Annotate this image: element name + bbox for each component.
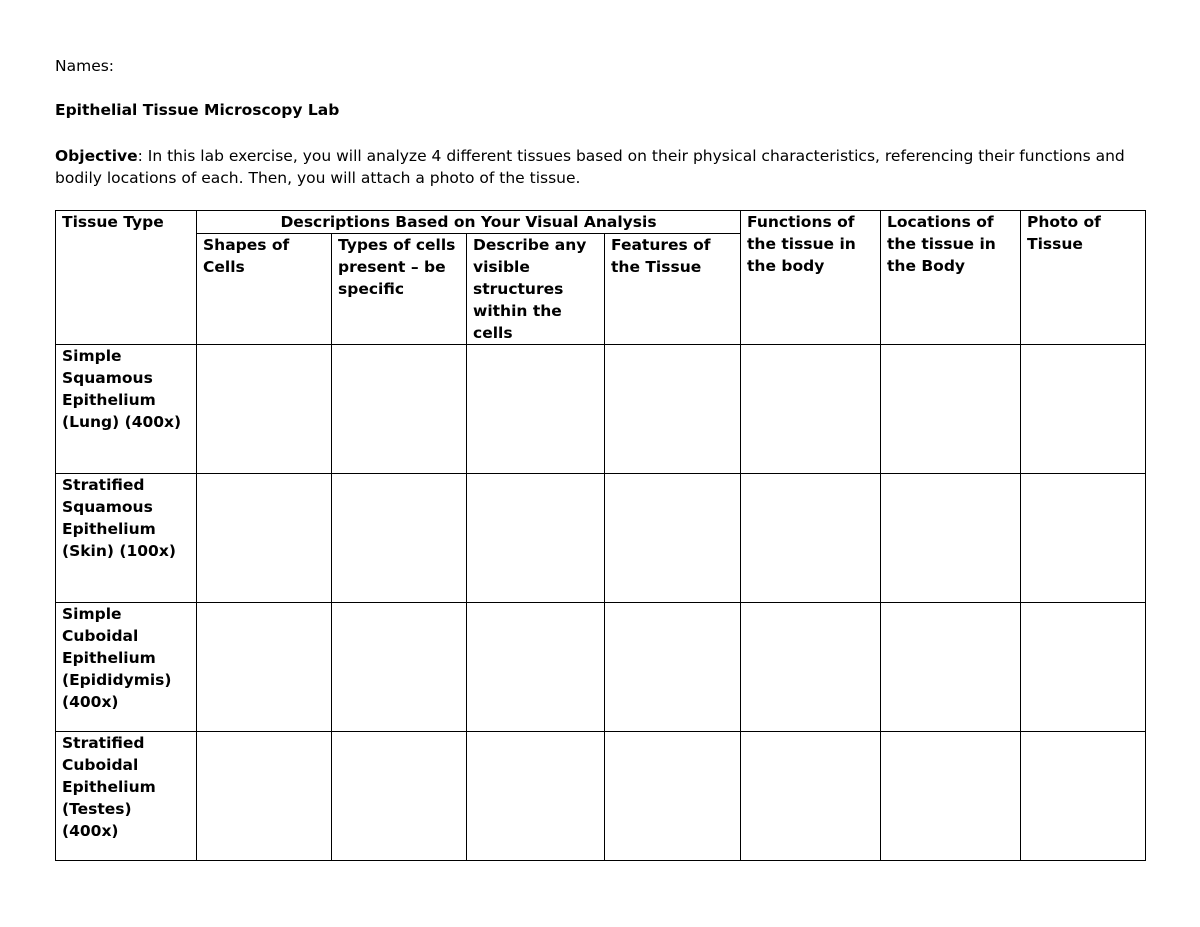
- answer-cell[interactable]: [881, 603, 1021, 732]
- answer-cell[interactable]: [197, 345, 332, 474]
- header-locations: Locations of the tissue in the Body: [881, 211, 1021, 345]
- answer-cell[interactable]: [1021, 732, 1146, 861]
- table-row: [56, 474, 1146, 603]
- answer-cell[interactable]: [332, 732, 467, 861]
- table-row: [56, 732, 1146, 861]
- answer-cell[interactable]: [332, 345, 467, 474]
- answer-cell[interactable]: [467, 732, 605, 861]
- header-photo: Photo of Tissue: [1021, 211, 1146, 345]
- answer-cell[interactable]: [881, 732, 1021, 861]
- header-tissue-type: Tissue Type: [56, 211, 197, 345]
- answer-cell[interactable]: [1021, 603, 1146, 732]
- objective-label: Objective: [55, 147, 138, 165]
- tissue-name-cell: Simple Cuboidal Epithelium (Epididymis) (400x): [56, 603, 197, 732]
- answer-cell[interactable]: [1021, 345, 1146, 474]
- answer-cell[interactable]: [332, 474, 467, 603]
- answer-cell[interactable]: [1021, 474, 1146, 603]
- tissue-name-cell: Simple Squamous Epithelium (Lung) (400x): [56, 345, 197, 474]
- document-title: Epithelial Tissue Microscopy Lab: [55, 101, 340, 119]
- answer-cell[interactable]: [197, 603, 332, 732]
- lab-table: [55, 210, 1146, 861]
- answer-cell[interactable]: [197, 474, 332, 603]
- table-row: [56, 603, 1146, 732]
- answer-cell[interactable]: [881, 345, 1021, 474]
- tissue-name-cell: Stratified Cuboidal Epithelium (Testes) (400x): [56, 732, 197, 861]
- answer-cell[interactable]: [467, 474, 605, 603]
- answer-cell[interactable]: [467, 345, 605, 474]
- answer-cell[interactable]: [605, 474, 741, 603]
- header-descriptions-group: Descriptions Based on Your Visual Analysis: [197, 211, 741, 234]
- header-functions: Functions of the tissue in the body: [741, 211, 881, 345]
- answer-cell[interactable]: [605, 732, 741, 861]
- names-label: Names:: [55, 57, 115, 75]
- answer-cell[interactable]: [197, 732, 332, 861]
- objective-paragraph: [55, 145, 1155, 189]
- answer-cell[interactable]: [741, 474, 881, 603]
- answer-cell[interactable]: [332, 603, 467, 732]
- header-types-of-cells: Types of cells present – be specific: [332, 234, 467, 345]
- tissue-name-cell: Stratified Squamous Epithelium (Skin) (100x): [56, 474, 197, 603]
- table-row: [56, 345, 1146, 474]
- answer-cell[interactable]: [467, 603, 605, 732]
- answer-cell[interactable]: [741, 732, 881, 861]
- answer-cell[interactable]: [741, 603, 881, 732]
- answer-cell[interactable]: [605, 345, 741, 474]
- answer-cell[interactable]: [605, 603, 741, 732]
- answer-cell[interactable]: [741, 345, 881, 474]
- header-shapes-of-cells: Shapes of Cells: [197, 234, 332, 345]
- objective-text: : In this lab exercise, you will analyze 4 different tissues based on their physical characteristics, referencing their functions and bodily locations of each. Then, you will attach a photo of the tissue.: [55, 147, 1125, 187]
- answer-cell[interactable]: [881, 474, 1021, 603]
- header-visible-structures: Describe any visible structures within the cells: [467, 234, 605, 345]
- header-features: Features of the Tissue: [605, 234, 741, 345]
